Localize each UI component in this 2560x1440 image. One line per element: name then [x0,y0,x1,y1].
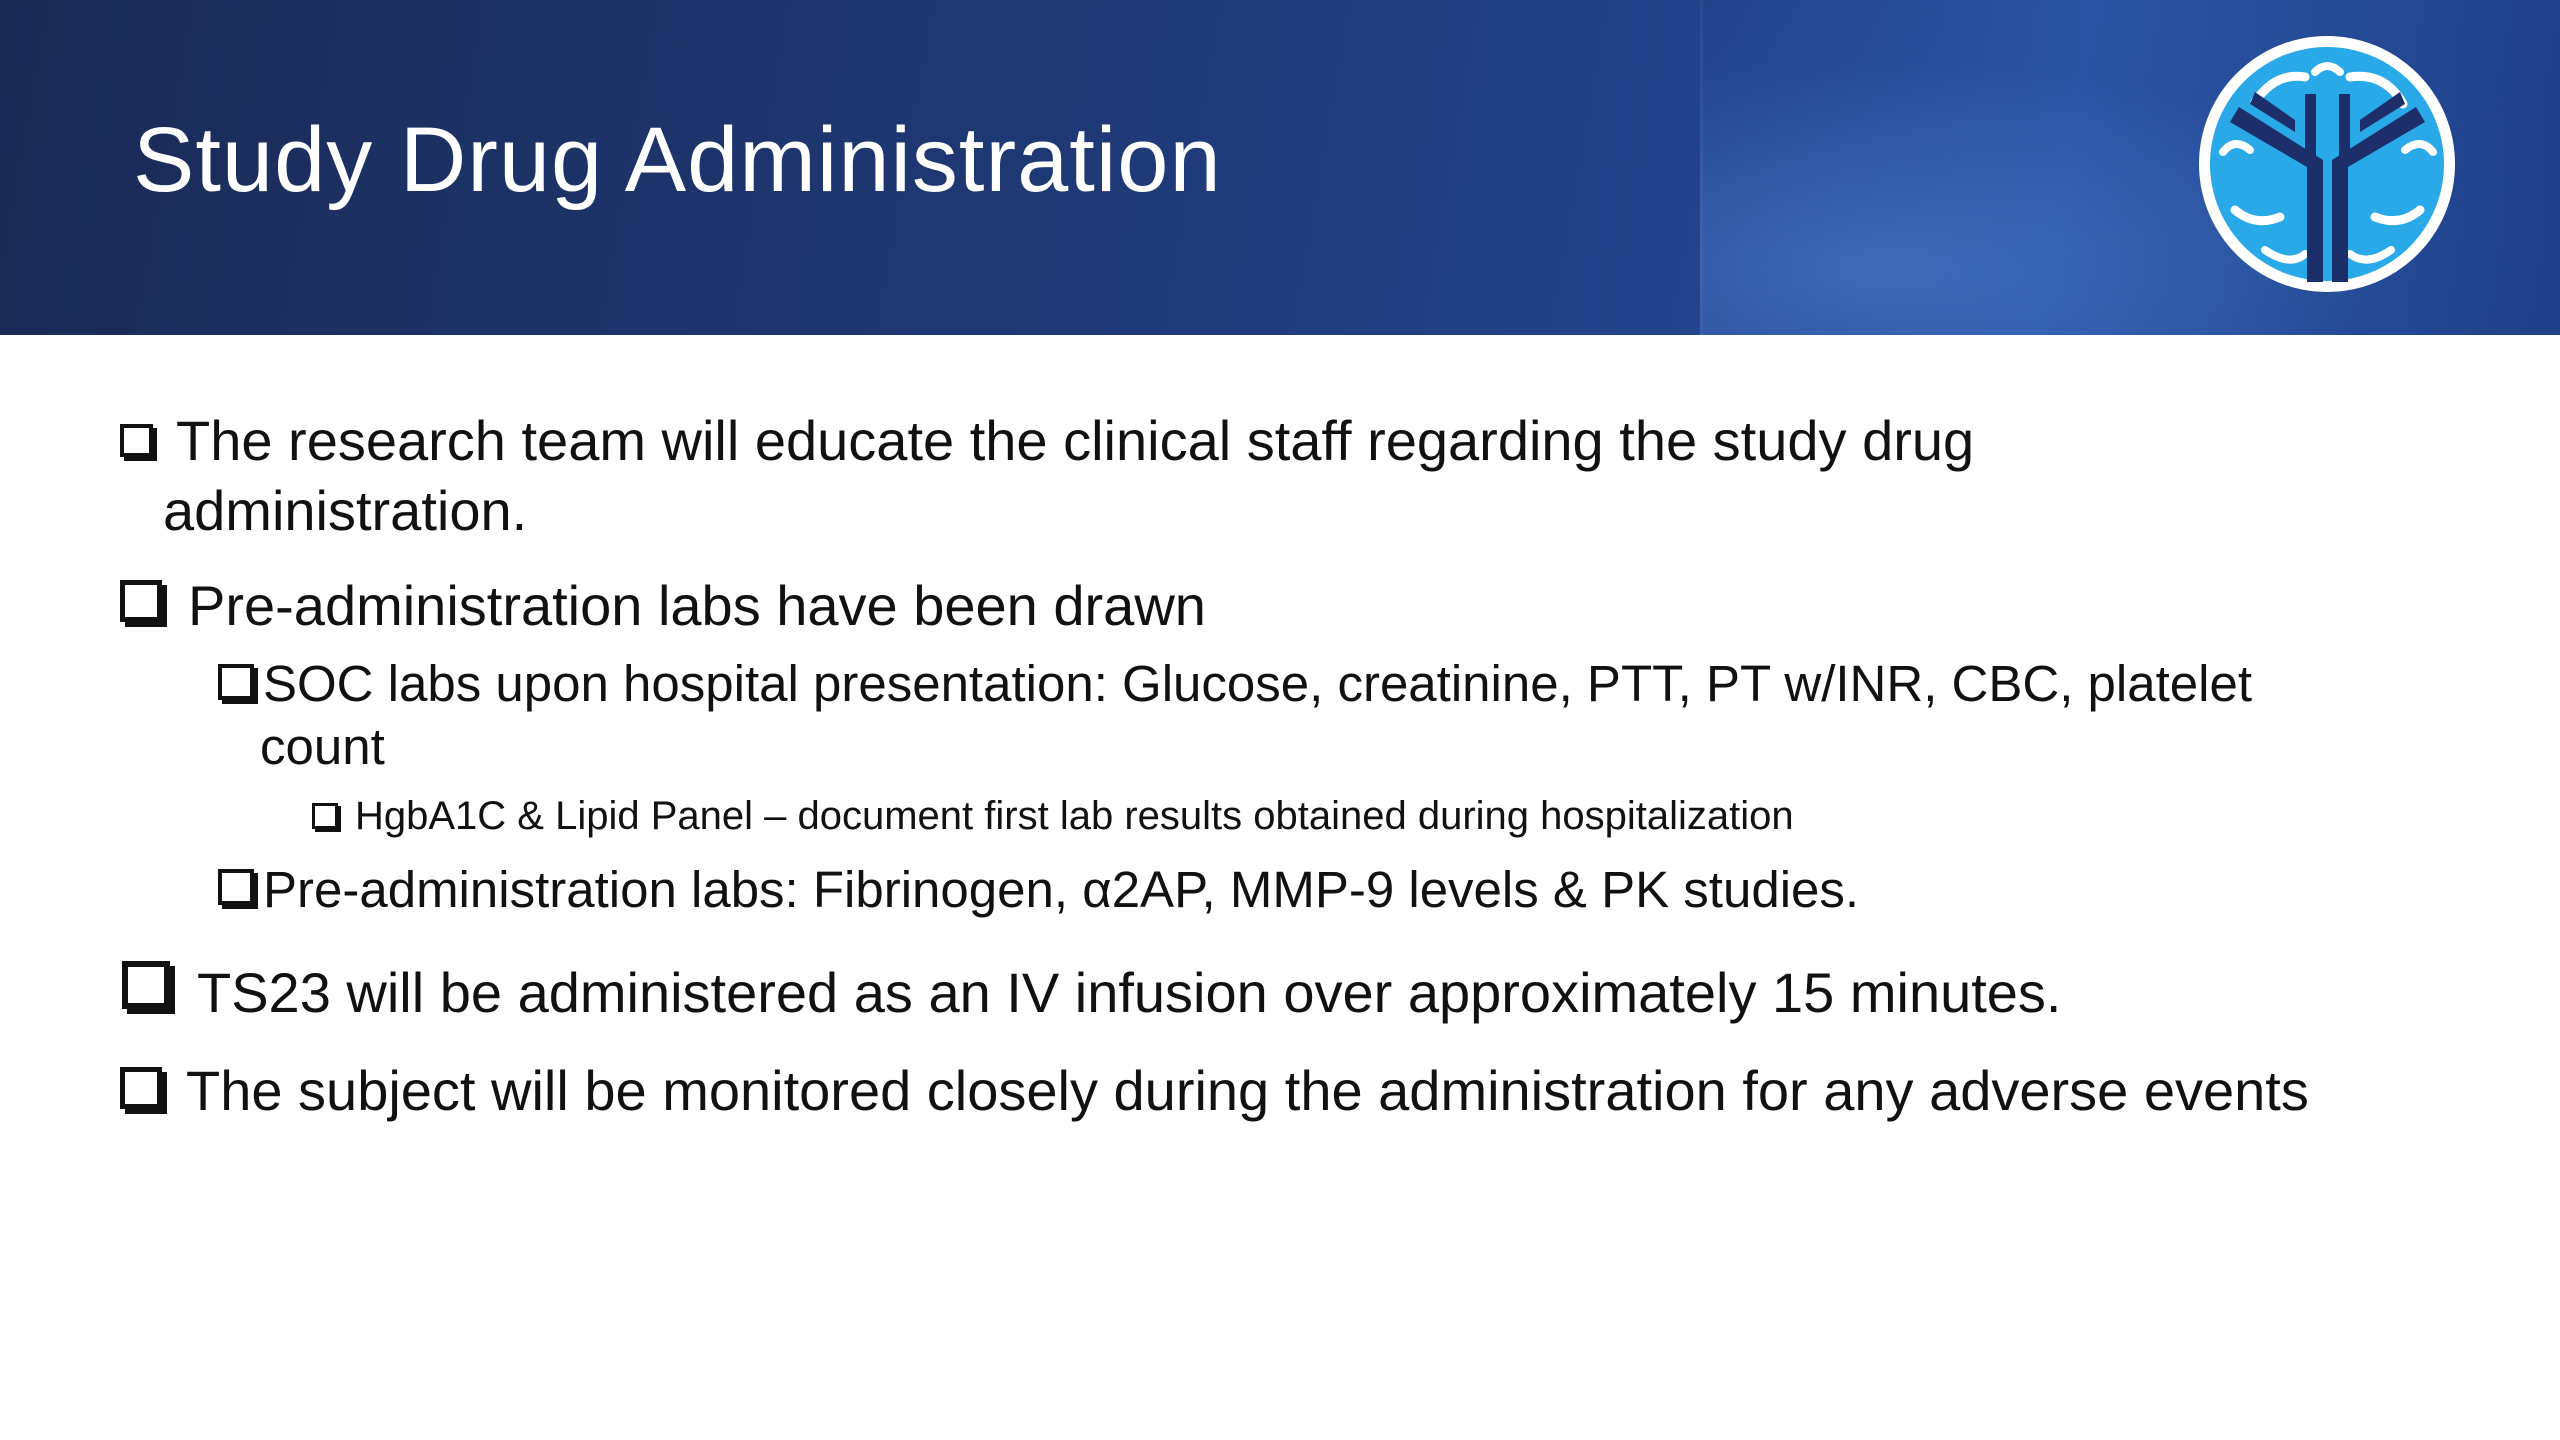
checkbox-bullet-icon [120,580,162,622]
checkbox-bullet-icon [120,1067,162,1109]
bullet-text: Pre-administration labs have been drawn [188,574,1206,637]
sub-bullet-text: Pre-administration labs: Fibrinogen, α2AP, MMP-9 levels & PK studies. [263,861,1860,918]
checkbox-bullet-icon [218,664,254,700]
sub-bullet-text-continued: count [260,718,385,775]
sub-sub-bullet-text: HgbA1C & Lipid Panel – document first lab results obtained during hospitalization [355,794,1794,838]
bullet-text: The subject will be monitored closely during the administration for any adverse events [186,1059,2309,1122]
bullet-text-continued: administration. [163,479,528,542]
checkbox-bullet-icon [218,869,254,905]
sub-bullet-text: SOC labs upon hospital presentation: Glucose, creatinine, PTT, PT w/INR, CBC, platelet [263,655,2252,712]
bullet-text: TS23 will be administered as an IV infusion over approximately 15 minutes. [197,961,2062,1024]
bullet-text: The research team will educate the clinical staff regarding the study drug [176,409,1975,472]
checkbox-bullet-icon [120,424,153,457]
checkbox-bullet-icon [122,961,170,1009]
checkbox-bullet-icon [312,803,338,829]
slide-title: Study Drug Administration [133,109,1222,211]
